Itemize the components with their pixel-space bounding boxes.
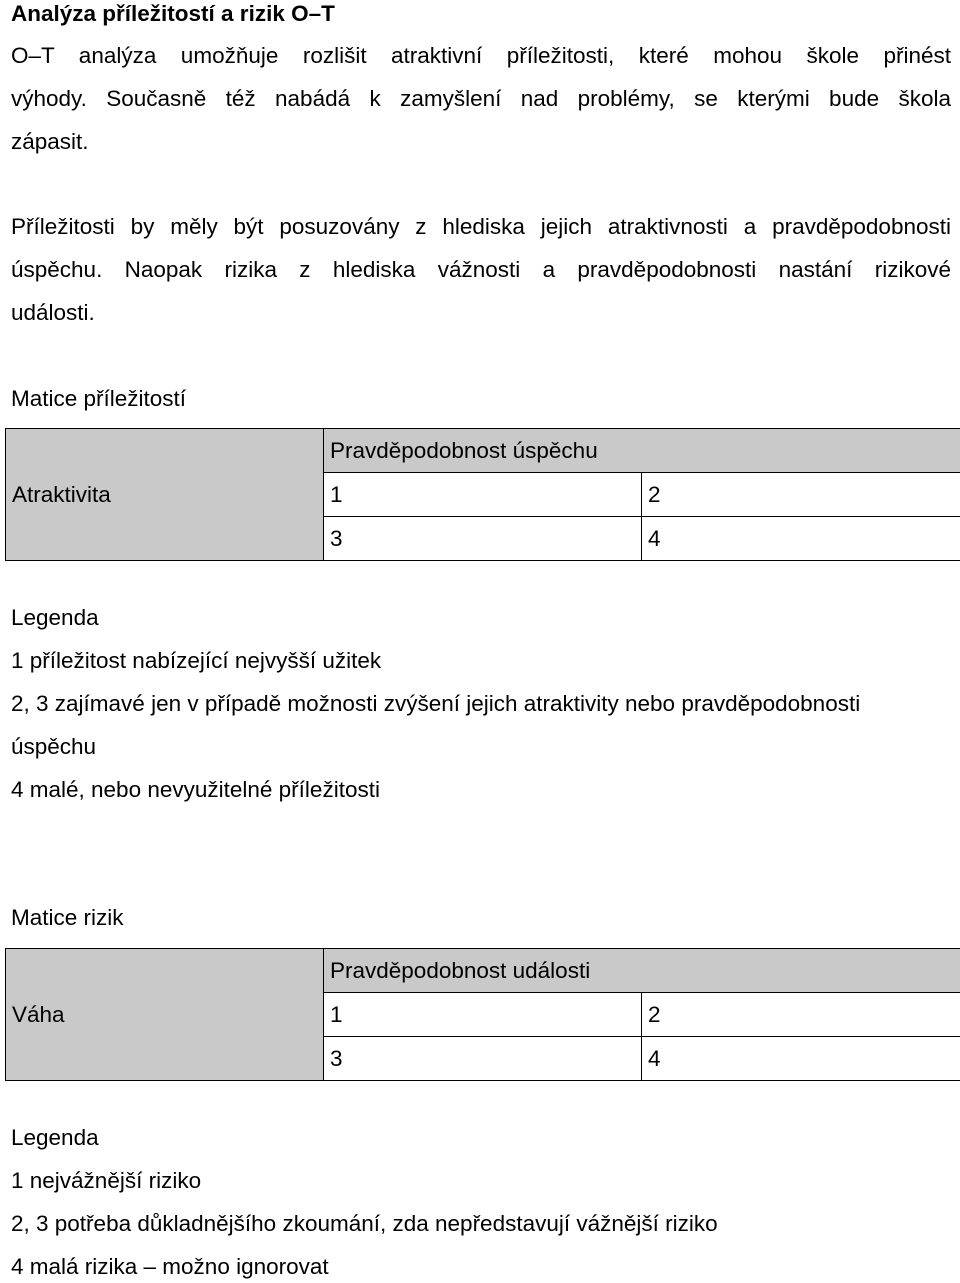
intro-p1-line-3: zápasit.	[11, 129, 89, 154]
risk-column-header: Pravděpodobnost události	[324, 949, 960, 993]
opportunity-legend-line-4: 4 malé, nebo nevyužitelné příležitosti	[11, 777, 380, 802]
risk-cell-4: 4	[642, 1037, 960, 1081]
opportunity-cell-4: 4	[642, 517, 960, 561]
risk-legend-title: Legenda	[11, 1125, 99, 1150]
opportunity-column-header: Pravděpodobnost úspěchu	[324, 429, 960, 473]
risk-cell-1: 1	[324, 993, 642, 1037]
risk-legend-line-3: 4 malá rizika – možno ignorovat	[11, 1254, 329, 1279]
opportunity-matrix	[5, 428, 960, 561]
intro-p2-line-1: Příležitosti by měly být posuzovány z hlediska jejich atraktivnosti a pravděpodobnosti	[11, 214, 951, 239]
intro-p1-line-1: O–T analýza umožňuje rozlišit atraktivní příležitosti, které mohou škole přinést	[11, 43, 951, 68]
opportunity-matrix-heading: Matice příležitostí	[11, 386, 187, 411]
opportunity-row-label	[6, 429, 324, 561]
risk-row-label-text: Váha	[12, 1001, 65, 1027]
opportunity-legend-title: Legenda	[11, 605, 99, 630]
risk-cell-2: 2	[642, 993, 960, 1037]
risk-matrix	[5, 948, 960, 1081]
opportunity-cell-2: 2	[642, 473, 960, 517]
intro-p2-line-3: události.	[11, 300, 95, 325]
opportunity-legend-line-3: úspěchu	[11, 734, 97, 759]
opportunity-cell-1: 1	[324, 473, 642, 517]
risk-legend-line-2: 2, 3 potřeba důkladnějšího zkoumání, zda nepředstavují vážnější riziko	[11, 1211, 718, 1236]
risk-legend-line-1: 1 nejvážnější riziko	[11, 1168, 202, 1193]
opportunity-legend-line-2: 2, 3 zajímavé jen v případě možnosti zvýšení jejich atraktivity nebo pravděpodobnosti	[11, 691, 861, 716]
opportunity-row-label-text: Atraktivita	[12, 481, 111, 507]
risk-row-label	[6, 949, 324, 1081]
page-title: Analýza příležitostí a rizik O–T	[11, 1, 335, 26]
opportunity-legend-line-1: 1 příležitost nabízející nejvyšší užitek	[11, 648, 382, 673]
risk-matrix-heading: Matice rizik	[11, 905, 124, 930]
opportunity-cell-3: 3	[324, 517, 642, 561]
intro-p1-line-2: výhody. Současně též nabádá k zamyšlení nad problémy, se kterými bude škola	[11, 86, 951, 111]
risk-cell-3: 3	[324, 1037, 642, 1081]
intro-p2-line-2: úspěchu. Naopak rizika z hlediska vážnosti a pravděpodobnosti nastání rizikové	[11, 257, 951, 282]
